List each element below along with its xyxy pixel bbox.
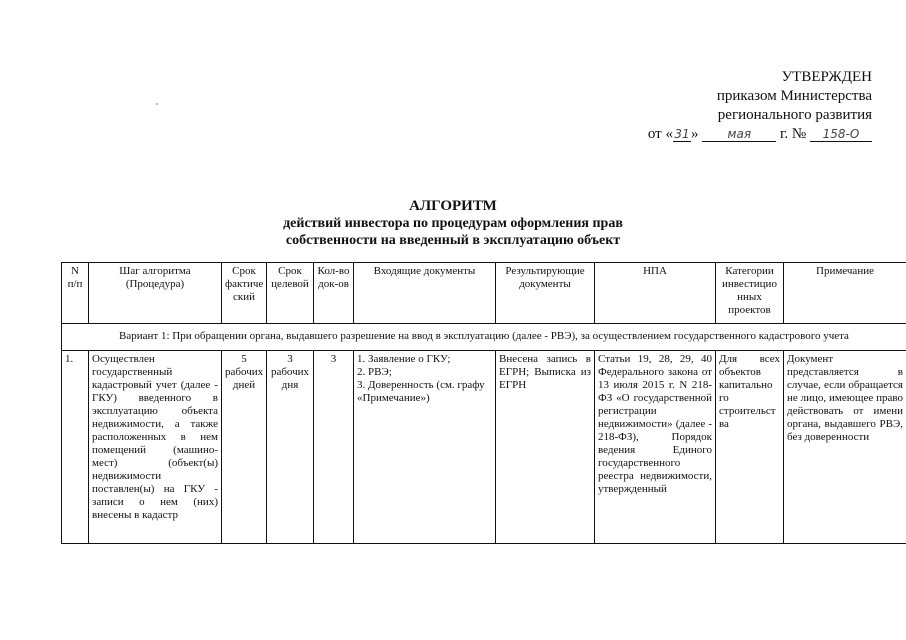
row-note: Документ представляется в случае, если обращается не лицо, имеющее право действовать от имени органа, выдавшего РВЭ, без доверенности [784,351,906,544]
header-categories: Категории инвестицио нных проектов [716,263,784,324]
header-note: Примечание [784,263,906,324]
variant-row [62,324,906,351]
handwritten-day: 31 [674,127,690,141]
row-term-actual: 5 рабочих дней [222,351,267,544]
handwritten-month: мая [702,127,776,142]
header-step: Шаг алгоритма (Процедура) [89,263,222,324]
from-label: от « [647,126,673,142]
handwritten-order-number: 158-О [810,127,872,142]
row-npa: Статьи 19, 28, 29, 40 Федерального закона от 13 июля 2015 г. N 218-ФЗ «О государственной регистрации недвижимости» (далее - 218-ФЗ), Порядок ведения Единого государственного реестра недвижимости, утвержденный [595,351,716,544]
header-num: N п/п [62,263,89,324]
table-header-row [62,263,906,324]
header-term-actual: Срок фактиче ский [222,263,267,324]
close-quote: » [690,126,699,142]
year-number-label: г. № [779,126,807,142]
approval-block [612,68,872,144]
header-term-target: Срок целевой [267,263,314,324]
row-categories: Для всех объектов капитально го строительст ва [716,351,784,544]
table-row [62,351,906,544]
header-resulting-docs: Результирующие документы [496,263,595,324]
document-subtitle-2: собственности на введенный в эксплуатацию объект [285,233,621,248]
document-subtitle-1: действий инвестора по процедурам оформления прав [283,216,623,231]
variant-1-label: Вариант 1: При обращении органа, выдавшего разрешение на ввод в эксплуатацию (далее - РВЭ), за осуществлением государственного кадастрового учета [62,324,906,351]
page-bottom-margin [0,566,906,640]
algorithm-table [61,262,906,544]
document-title: АЛГОРИТМ [409,198,497,214]
row-num: 1. [62,351,89,544]
approval-date-line [612,125,872,144]
row-doc-count: 3 [314,351,354,544]
approval-order-line: приказом Министерства [716,88,872,104]
header-doc-count: Кол-во док-ов [314,263,354,324]
approval-heading: УТВЕРЖДЕН [781,69,872,85]
row-step: Осуществлен государственный кадастровый учет (далее - ГКУ) введенного в эксплуатацию объекта недвижимости, а также расположенных в нем помещений (машино-мест) (объект(ы) недвижимости поставлен(ы) на ГКУ - записи о нем (них) внесены в кадастр [89,351,222,544]
scan-speck [156,103,158,105]
header-incoming-docs: Входящие документы [354,263,496,324]
row-incoming-docs: 1. Заявление о ГКУ; 2. РВЭ; 3. Доверенность (см. графу «Примечание») [354,351,496,544]
row-resulting-docs: Внесена запись в ЕГРН; Выписка из ЕГРН [496,351,595,544]
approval-ministry-line: регионального развития [717,107,872,123]
row-term-target: 3 рабочих дня [267,351,314,544]
header-npa: НПА [595,263,716,324]
